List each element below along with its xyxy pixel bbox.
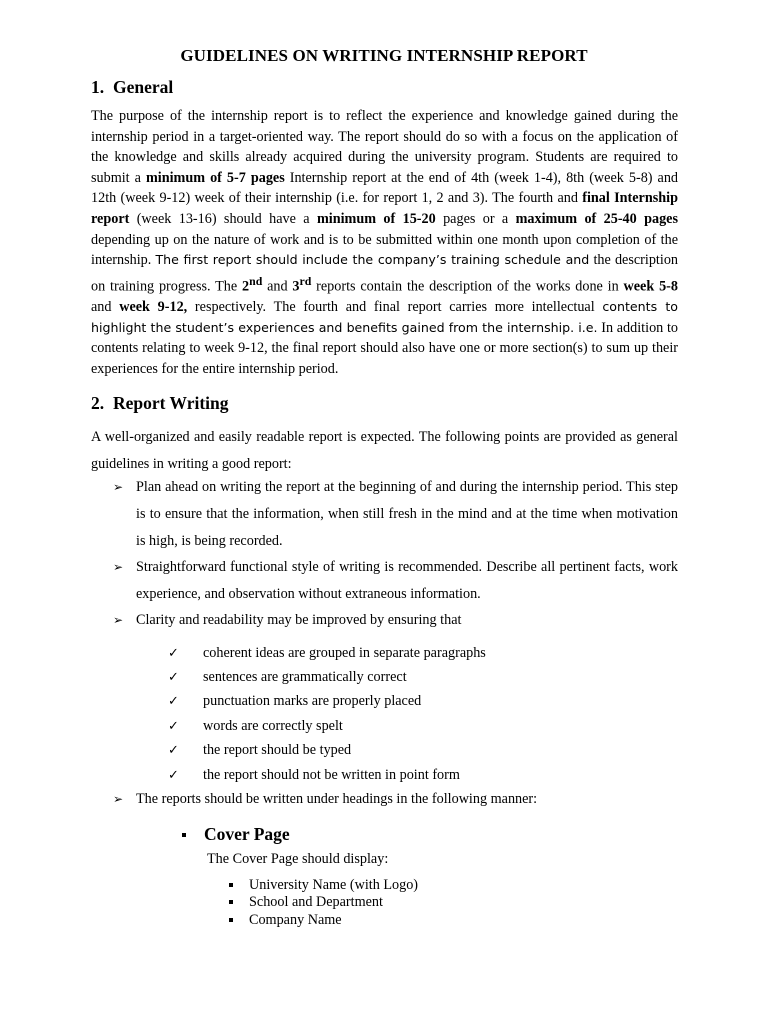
general-paragraph: The purpose of the internship report is to reflect the experience and knowledge gained during the internship period in a target-oriented way. The report should do so with a focus on the application of the knowledge and skills already acquired during the university program. Students are required to submit a minimum of 5-7 pages Internship report at the end of 4th (week 1-4), 8th (week 5-8) and 12th (week 9-12) week of their internship (i.e. for report 1, 2 and 3). The fourth and final Internship report (week 13-16) should have a minimum of 15-20 pages or a maximum of 25-40 pages depending up on the nature of work and is to be submitted within one month upon completion of the internship. The first report should include the company’s training schedule and the description on training progress. The 2nd and 3rd reports contain the description of the works done in week 5-8 and week 9-12, respectively. The fourth and final report carries more intellectual contents to highlight the student’s experiences and benefits gained from the internship. i.e. In addition to contents relating to week 9-12, the final report should also have one or more section(s) to sum up their experiences for the entire internship period.	[91, 108, 679, 377]
square-bullet-icon	[229, 918, 233, 922]
checkmark-icon: ✓	[168, 669, 179, 684]
square-bullet-icon	[229, 883, 233, 887]
report-writing-intro: A well-organized and easily readable report is expected. The following points are provided as general guidelines in writing a good report:	[91, 429, 678, 472]
checkmark-icon: ✓	[168, 742, 179, 757]
list-item: ➢ The reports should be written under headings in the following manner:	[113, 786, 678, 813]
arrow-bullet-icon: ➢	[113, 613, 124, 627]
arrow-bullet-icon: ➢	[113, 560, 124, 574]
list-item: ➢ Straightforward functional style of writing is recommended. Describe all pertinent facts, work experience, and observation without extraneous information.	[113, 554, 678, 608]
checkmark-icon: ✓	[168, 645, 179, 660]
list-item: ➢ Clarity and readability may be improved by ensuring that	[113, 607, 678, 634]
section-general-heading	[91, 77, 174, 98]
section-number: 1.	[91, 77, 105, 97]
document-page: GUIDELINES ON WRITING INTERNSHIP REPORT 1. General The purpose of the internship report is to reflect the experience and knowledge gained during the internship period in a target-oriented way. The report should do so with a focus on the application of the knowledge and skills already acquired during the university program. Students are required to submit a minimum of 5-7 pages Internship report at the end of 4th (week 1-4), 8th (week 5-8) and 12th (week 9-12) week of their internship (i.e. for report 1, 2 and 3). The fourth and final Internship report (week 13-16) should have a minimum of 15-20 pages or a maximum of 25-40 pages depending up on the nature of work and is to be submitted within one month upon completion of the internship. The first report should include the company’s training schedule and the description on training progress. The 2nd and 3rd reports contain the description of the works done in week 5-8 and week 9-12, respectively. The fourth and final report carries more intellectual contents to highlight the student’s experiences and benefits gained from the internship. i.e. In addition to contents relating to week 9-12, the final report should also have one or more section(s) to sum up their experiences for the entire internship period. 2. Report Writing A well-organized and easily readable report is expected. The following points are provided as general guidelines in writing a good report: ➢ Plan ahead on writing the report at the beginning of and during the internship period. This step is to ensure that the information, when still fresh in the mind and at the time when motivation is high, is being recorded. ➢ Straightforward functional style of writing is recommended. Describe all pertinent facts, work experience, and observation without extraneous information. ➢ Clarity and readability may be improved by ensuring that ✓ coherent ideas are grouped in separate paragraphs ✓ sentences are grammatically correct ✓ punctuation marks are properly placed ✓ words are correctly spelt ✓ the report should be typed ✓ the report should not be written in point form ➢ The reports should be written under headings in the following manner: Cover Page The Cover Page should display: University Name (with Logo) School and Department Company Name	[0, 0, 768, 1024]
cover-page-description: The Cover Page should display:	[207, 851, 389, 867]
cover-page-heading: Cover Page	[204, 824, 290, 844]
checkmark-icon: ✓	[168, 767, 179, 782]
section-number: 2.	[91, 393, 105, 413]
list-item: ➢ Plan ahead on writing the report at the beginning of and during the internship period. This step is to ensure that the information, when still fresh in the mind and at the time when motivation is high, is being recorded.	[113, 474, 678, 555]
section-report-writing-heading	[91, 393, 229, 414]
document-title: GUIDELINES ON WRITING INTERNSHIP REPORT	[180, 46, 588, 65]
arrow-bullet-icon: ➢	[113, 480, 124, 494]
section-title: General	[113, 77, 174, 97]
square-bullet-icon	[182, 833, 186, 837]
checkmark-icon: ✓	[168, 718, 179, 733]
checkmark-icon: ✓	[168, 693, 179, 708]
section-title: Report Writing	[113, 393, 229, 413]
square-bullet-icon	[229, 900, 233, 904]
arrow-bullet-icon: ➢	[113, 792, 124, 806]
